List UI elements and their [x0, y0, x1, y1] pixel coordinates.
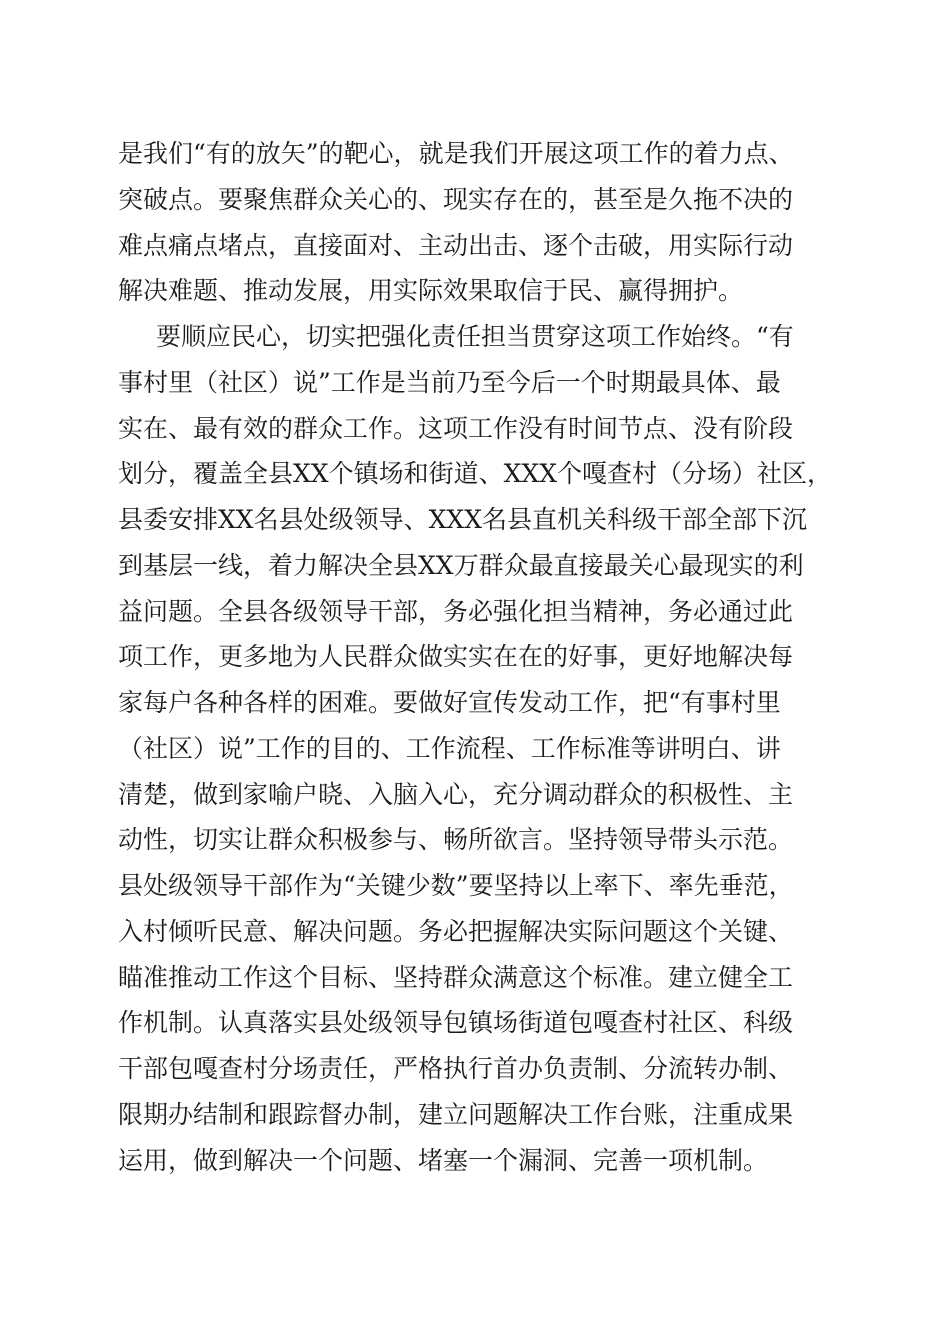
text-line: 限期办结制和跟踪督办制，建立问题解决工作台账，注重成果	[118, 1099, 794, 1129]
text-line: 是我们“有的放矢”的靶心，就是我们开展这项工作的着力点、	[118, 139, 794, 168]
text-line: 实在、最有效的群众工作。这项工作没有时间节点、没有阶段	[118, 413, 794, 443]
text-line: 县委安排XX名县处级领导、XXX名县直机关科级干部全部下沉	[118, 505, 807, 534]
text-line: 瞄准推动工作这个目标、坚持群众满意这个标准。建立健全工	[118, 962, 794, 992]
text-line: 益问题。全县各级领导干部，务必强化担当精神，务必通过此	[118, 596, 794, 626]
text-line: 运用，做到解决一个问题、堵塞一个漏洞、完善一项机制。	[118, 1145, 769, 1175]
text-line: 动性，切实让群众积极参与、畅所欲言。坚持领导带头示范。	[118, 825, 794, 855]
text-line: 难点痛点堵点，直接面对、主动出击、逐个击破，用实际行动	[118, 230, 794, 260]
text-line: 县处级领导干部作为“关键少数”要坚持以上率下、率先垂范，	[118, 871, 794, 900]
text-line: 作机制。认真落实县处级领导包镇场街道包嘎查村社区、科级	[118, 1008, 794, 1038]
text-line: 入村倾听民意、解决问题。务必把握解决实际问题这个关键、	[118, 916, 794, 946]
text-line: 解决难题、推动发展，用实际效果取信于民、赢得拥护。	[118, 276, 744, 306]
text-line: 划分，覆盖全县XX个镇场和街道、XXX个嘎查村（分场）社区，	[118, 459, 832, 489]
text-line: 到基层一线，着力解决全县XX万群众最直接最关心最现实的利	[118, 550, 804, 580]
text-line: （社区）说”工作的目的、工作流程、工作标准等讲明白、讲	[118, 733, 781, 763]
text-line: 事村里（社区）说”工作是当前乃至今后一个时期最具体、最	[118, 367, 781, 397]
text-line: 干部包嘎查村分场责任，严格执行首办负责制、分流转办制、	[118, 1054, 794, 1083]
text-line: 突破点。要聚焦群众关心的、现实存在的，甚至是久拖不决的	[118, 184, 794, 214]
paragraph-first-line: 要顺应民心，切实把强化责任担当贯穿这项工作始终。“有	[156, 322, 794, 351]
body-text	[118, 131, 838, 1183]
text-line: 家每户各种各样的困难。要做好宣传发动工作，把“有事村里	[118, 688, 781, 717]
text-line: 清楚，做到家喻户晓、入脑入心，充分调动群众的积极性、主	[118, 779, 794, 809]
text-line: 项工作，更多地为人民群众做实实在在的好事，更好地解决每	[118, 642, 794, 672]
